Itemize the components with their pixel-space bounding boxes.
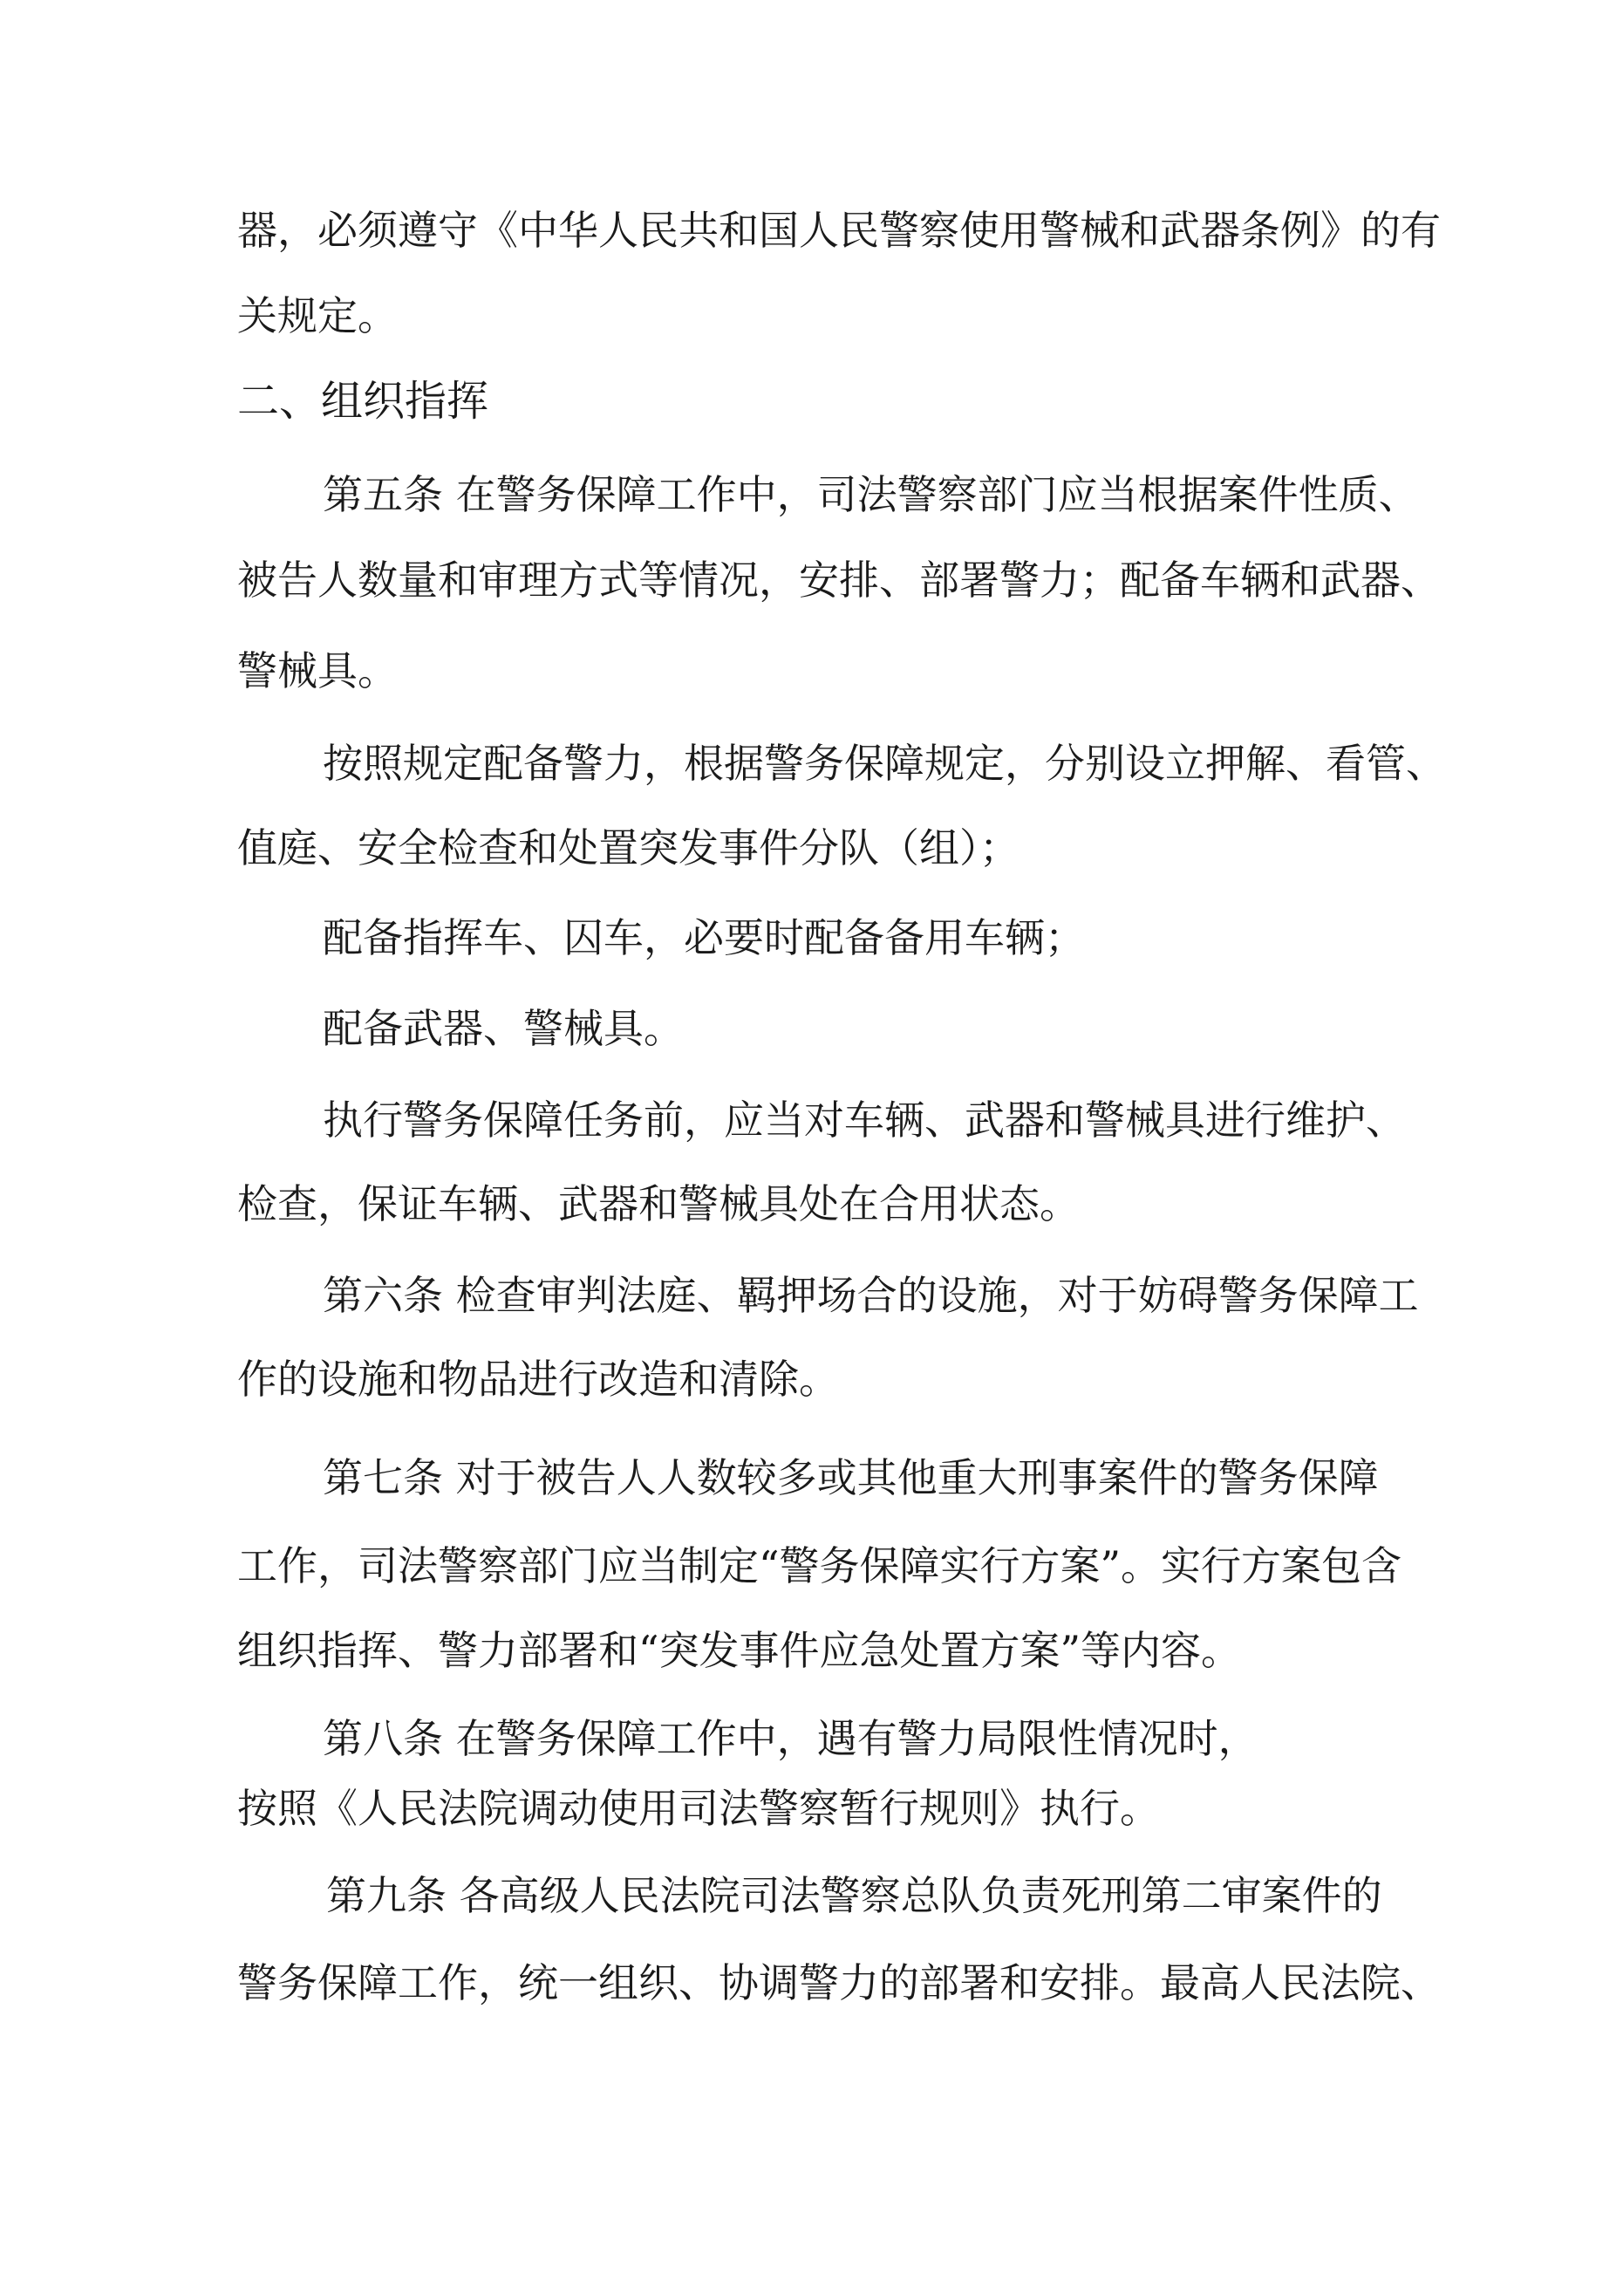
article-9-line: 第九条 各高级人民法院司法警察总队负责死刑第二审案件的 — [326, 1872, 1382, 1919]
article-5-line: 第五条 在警务保障工作中，司法警察部门应当根据案件性质、 — [323, 471, 1419, 518]
paragraph-line: 值庭、安全检查和处置突发事件分队（组）； — [237, 824, 1019, 871]
paragraph-line: 被告人数量和审理方式等情况，安排、部署警力；配备车辆和武器、 — [237, 557, 1441, 604]
paragraph-line: 按照《人民法院调动使用司法警察暂行规则》执行。 — [237, 1785, 1160, 1832]
paragraph-line: 按照规定配备警力，根据警务保障规定，分别设立押解、看管、 — [323, 740, 1446, 787]
paragraph-line: 作的设施和物品进行改造和清除。 — [237, 1356, 839, 1403]
section-heading: 二、组织指挥 — [237, 377, 489, 426]
paragraph-line: 执行警务保障任务前，应当对车辆、武器和警械具进行维护、 — [323, 1097, 1406, 1144]
paragraph-line: 检查，保证车辆、武器和警械具处在合用状态。 — [237, 1180, 1080, 1227]
paragraph-line: 警务保障工作，统一组织、协调警力的部署和安排。最高人民法院、 — [237, 1959, 1441, 2006]
article-8-line: 第八条 在警务保障工作中，遇有警力局限性情况时， — [323, 1715, 1258, 1762]
paragraph-line: 器，必须遵守《中华人民共和国人民警察使用警械和武器条例》的有 — [237, 207, 1441, 254]
paragraph-line: 关规定。 — [237, 292, 398, 339]
paragraph-line: 组织指挥、警力部署和“突发事件应急处置方案”等内容。 — [237, 1627, 1242, 1674]
article-6-line: 第六条 检查审判法庭、羁押场合的设施，对于妨碍警务保障工 — [323, 1272, 1419, 1319]
article-7-line: 第七条 对于被告人人数较多或其他重大刑事案件的警务保障 — [323, 1454, 1379, 1501]
paragraph-line: 配备武器、警械具。 — [323, 1005, 684, 1052]
paragraph-line: 工作，司法警察部门应当制定“警务保障实行方案”。实行方案包含 — [237, 1542, 1402, 1589]
paragraph-line: 警械具。 — [237, 647, 398, 694]
paragraph-line: 配备指挥车、囚车，必要时配备备用车辆； — [323, 914, 1085, 961]
